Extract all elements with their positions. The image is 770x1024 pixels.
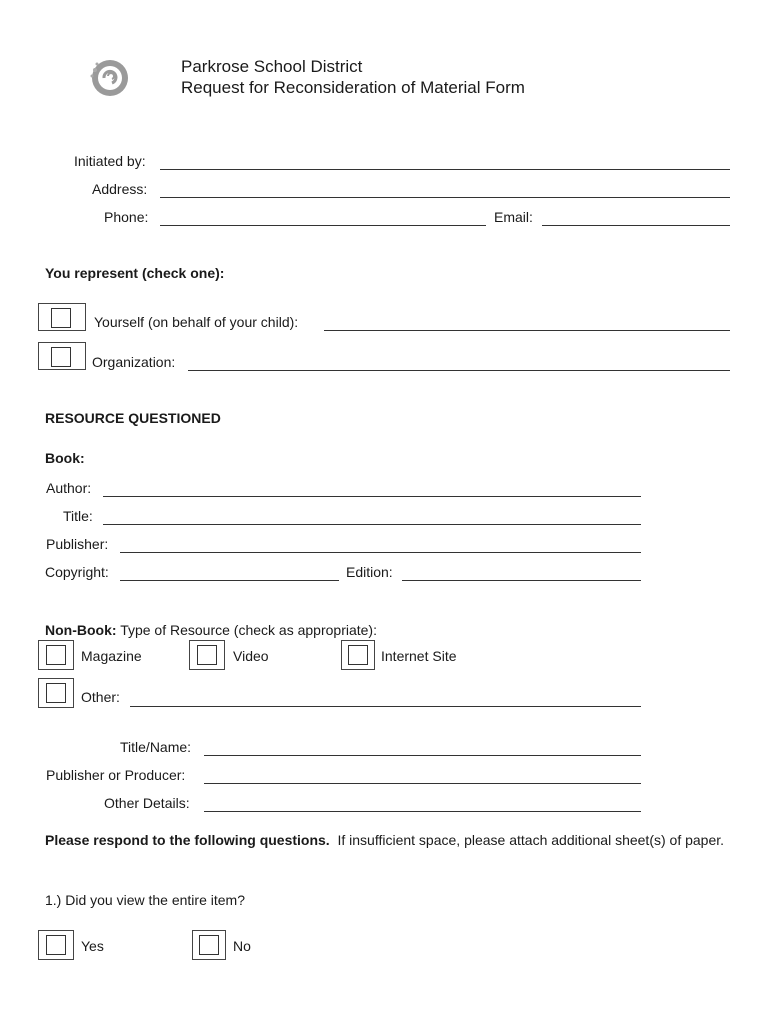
district-name: Parkrose School District [181, 57, 363, 76]
internet-site-checkbox[interactable] [341, 640, 375, 670]
edition-label: Edition: [346, 564, 393, 580]
phone-label: Phone: [104, 209, 149, 225]
author-label: Author: [46, 480, 92, 496]
district-logo [86, 56, 130, 100]
initiated-by-field[interactable] [160, 169, 730, 170]
other-label: Other: [81, 689, 120, 705]
address-label: Address: [92, 181, 148, 197]
publisher-field[interactable] [120, 552, 641, 553]
yes-checkbox[interactable] [38, 930, 74, 960]
other-details-label: Other Details: [104, 795, 190, 811]
title-name-field[interactable] [204, 755, 641, 756]
no-label: No [233, 938, 251, 954]
title-label: Title: [63, 508, 93, 524]
video-label: Video [233, 648, 269, 664]
copyright-field[interactable] [120, 580, 339, 581]
rose-logo-icon [86, 56, 130, 100]
questions-intro [45, 830, 735, 850]
magazine-label: Magazine [81, 648, 142, 664]
title-name-label: Title/Name: [120, 739, 192, 755]
questions-intro-rest: If insufficient space, please attach additional sheet(s) of paper. [337, 832, 725, 848]
yourself-label: Yourself (on behalf of your child): [94, 314, 299, 330]
author-field[interactable] [103, 496, 641, 497]
publisher-label: Publisher: [46, 536, 109, 552]
address-field[interactable] [160, 197, 730, 198]
phone-field[interactable] [160, 225, 486, 226]
yes-label: Yes [81, 938, 104, 954]
no-checkbox[interactable] [192, 930, 226, 960]
title-field[interactable] [103, 524, 641, 525]
yourself-checkbox[interactable] [38, 303, 86, 331]
yourself-field[interactable] [324, 330, 730, 331]
questions-intro-bold: Please respond to the following questions. [45, 832, 330, 848]
copyright-label: Copyright: [45, 564, 109, 580]
book-heading: Book: [45, 450, 85, 466]
nonbook-heading [45, 622, 377, 638]
organization-label: Organization: [92, 354, 176, 370]
other-details-field[interactable] [204, 811, 641, 812]
publisher-producer-field[interactable] [204, 783, 641, 784]
form-title: Request for Reconsideration of Material Form [181, 78, 525, 97]
video-checkbox[interactable] [189, 640, 225, 670]
magazine-checkbox[interactable] [38, 640, 74, 670]
organization-checkbox[interactable] [38, 342, 86, 370]
resource-heading: RESOURCE QUESTIONED [45, 410, 221, 426]
question-1: 1.) Did you view the entire item? [45, 892, 245, 908]
edition-field[interactable] [402, 580, 641, 581]
organization-field[interactable] [188, 370, 730, 371]
email-field[interactable] [542, 225, 730, 226]
nonbook-heading-bold: Non-Book: [45, 622, 117, 638]
nonbook-heading-rest: Type of Resource (check as appropriate): [120, 622, 377, 638]
email-label: Email: [494, 209, 533, 225]
other-field[interactable] [130, 706, 641, 707]
initiated-by-label: Initiated by: [74, 153, 146, 169]
publisher-producer-label: Publisher or Producer: [46, 767, 186, 783]
internet-site-label: Internet Site [381, 648, 457, 664]
other-checkbox[interactable] [38, 678, 74, 708]
represent-heading: You represent (check one): [45, 265, 225, 281]
